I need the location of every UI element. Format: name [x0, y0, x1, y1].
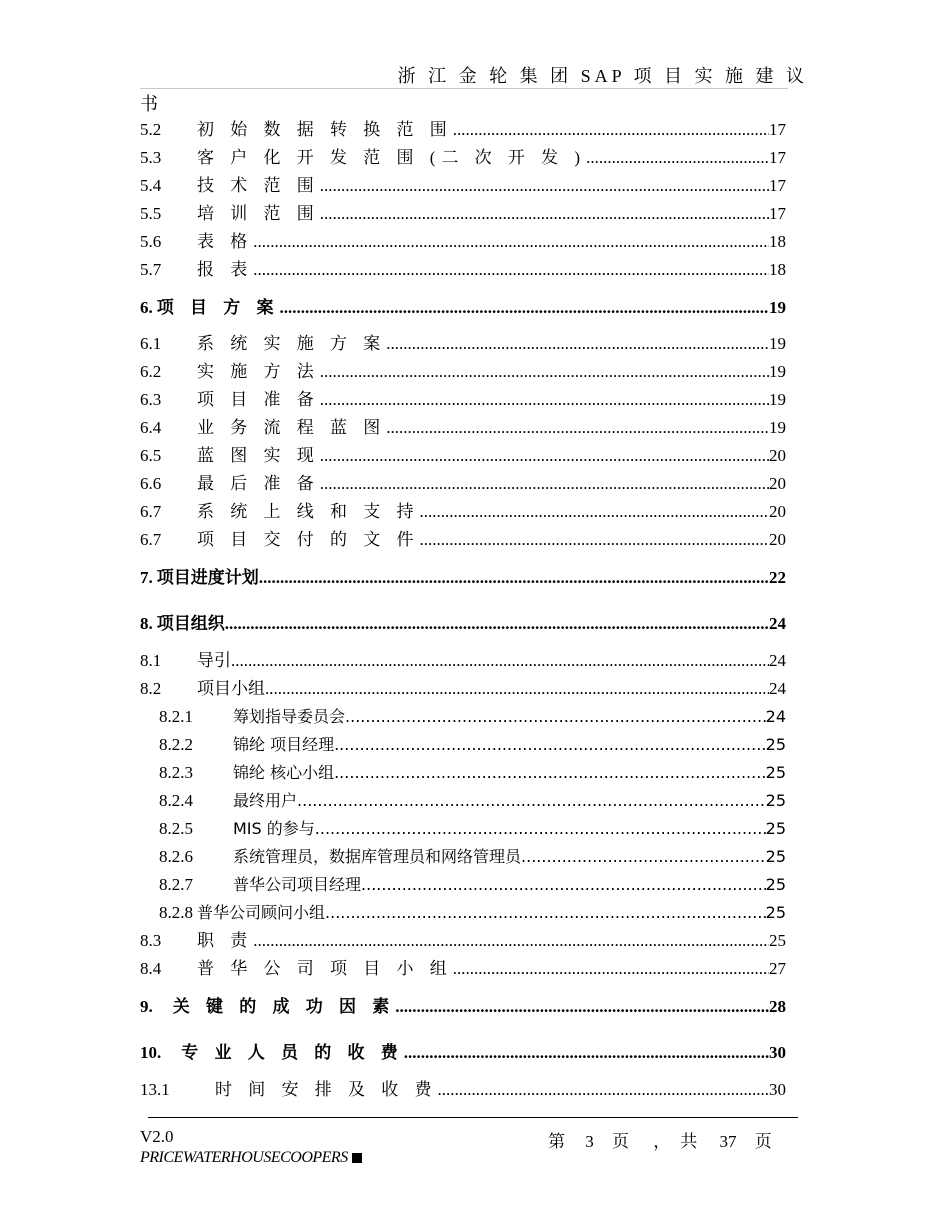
toc-entry[interactable]: [140, 200, 786, 228]
toc-entry-page: 19: [769, 390, 786, 409]
toc-entry-number: 9.: [140, 997, 153, 1016]
toc-entry[interactable]: [140, 675, 786, 703]
toc-entry-page: 25: [765, 819, 786, 838]
toc-entry[interactable]: [140, 955, 786, 983]
toc-entry-page: 24: [765, 707, 786, 726]
toc-subsection-entry[interactable]: [140, 759, 786, 787]
toc-entry-title: 系 统 实 施 方 案: [197, 334, 387, 353]
table-of-contents: [140, 116, 786, 1104]
toc-entry-number: 8.2.5: [159, 819, 193, 838]
toc-entry[interactable]: [140, 386, 786, 414]
toc-entry-number: 6.5: [140, 446, 162, 465]
toc-entry-page: 30: [769, 1043, 786, 1062]
toc-entry[interactable]: [140, 144, 786, 172]
toc-entry-title: 客 户 化 开 发 范 围 (二 次 开 发 ): [197, 148, 587, 167]
toc-entry-number: 6.7: [140, 530, 162, 549]
toc-entry-title: 项目进度计划: [156, 568, 259, 587]
toc-chapter-entry[interactable]: [140, 993, 786, 1021]
dot-leader: [420, 526, 770, 554]
toc-entry-page: 25: [769, 931, 786, 950]
toc-entry-number: 8.2.8: [159, 903, 193, 922]
toc-entry-page: 22: [769, 568, 786, 587]
toc-entry-page: 18: [769, 260, 786, 279]
toc-entry-title: 业 务 流 程 蓝 图: [197, 418, 387, 437]
toc-entry[interactable]: [140, 498, 786, 526]
toc-entry-number: 10.: [140, 1043, 162, 1062]
dot-leader: [521, 843, 766, 871]
toc-entry-title: 关 键 的 成 功 因 素: [172, 997, 396, 1016]
toc-entry-page: 19: [769, 334, 786, 353]
toc-entry-number: 6.3: [140, 390, 162, 409]
page-counter: [548, 1127, 772, 1152]
toc-entry-title: 普华公司顾问小组: [197, 903, 326, 922]
toc-entry-number: 8.2.1: [159, 707, 193, 726]
toc-entry-number: 8.1: [140, 651, 162, 670]
toc-entry-number: 5.7: [140, 260, 162, 279]
toc-entry-title: 普 华 公 司 项 目 小 组: [197, 959, 453, 978]
dot-leader: [334, 759, 766, 787]
toc-entry-number: 8.2: [140, 679, 162, 698]
dot-leader: [386, 414, 769, 442]
toc-entry[interactable]: [140, 116, 786, 144]
toc-entry-title: 职 责: [197, 931, 254, 950]
toc-subsection-entry[interactable]: [140, 703, 786, 731]
toc-entry-page: 28: [769, 997, 786, 1016]
toc-entry-title: 锦纶 项目经理: [233, 735, 335, 754]
toc-entry-number: 5.2: [140, 120, 162, 139]
dot-leader: [280, 294, 770, 322]
dot-leader: [453, 955, 769, 983]
toc-entry-page: 25: [765, 735, 786, 754]
toc-entry-title: 筹划指导委员会: [233, 707, 346, 726]
dot-leader: [253, 256, 769, 284]
page-label-suffix: 页: [754, 1132, 772, 1151]
page-label-mid: 页 ，共: [612, 1132, 708, 1151]
toc-entry-page: 19: [769, 418, 786, 437]
toc-subsection-entry[interactable]: [140, 871, 786, 899]
toc-entry-number: 8.3: [140, 931, 162, 950]
toc-entry-title: 项目小组: [197, 679, 265, 698]
toc-entry[interactable]: [140, 330, 786, 358]
toc-entry-number: 8.2.7: [159, 875, 193, 894]
dot-leader: [395, 993, 769, 1021]
toc-entry-title: 系 统 上 线 和 支 持: [197, 502, 420, 521]
toc-entry-title: 培 训 范 围: [197, 204, 320, 223]
logo-mark-icon: [352, 1153, 362, 1163]
total-page-number: 37: [719, 1132, 737, 1151]
dot-leader: [320, 470, 769, 498]
toc-entry[interactable]: [140, 442, 786, 470]
toc-subsection-entry[interactable]: [140, 843, 786, 871]
pwc-logo: [140, 1149, 362, 1167]
toc-entry-page: 17: [769, 204, 786, 223]
toc-entry-number: 7.: [140, 568, 153, 587]
dot-leader: [231, 647, 769, 675]
toc-entry-page: 19: [769, 298, 786, 317]
toc-entry-page: 30: [769, 1080, 786, 1099]
toc-entry-title: 表 格: [197, 232, 254, 251]
header-divider: [140, 88, 788, 89]
toc-chapter-entry[interactable]: [140, 1039, 786, 1067]
toc-entry-number: 6.4: [140, 418, 162, 437]
toc-entry[interactable]: [140, 256, 786, 284]
dot-leader: [345, 703, 766, 731]
dot-leader: [334, 731, 766, 759]
toc-subsection-entry[interactable]: [140, 899, 786, 927]
toc-entry-title: 普华公司项目经理: [233, 875, 362, 894]
toc-entry-page: 24: [769, 651, 786, 670]
current-page-number: 3: [585, 1132, 594, 1151]
toc-entry-title: 报 表: [197, 260, 254, 279]
toc-entry-number: 6.: [140, 298, 153, 317]
toc-entry-title: 初 始 数 据 转 换 范 围: [197, 120, 453, 139]
toc-entry-number: 8.2.4: [159, 791, 193, 810]
toc-entry-title: 锦纶 核心小组: [233, 763, 335, 782]
toc-entry-title: 最终用户: [233, 791, 298, 810]
toc-entry[interactable]: [140, 647, 786, 675]
dot-leader: [297, 787, 766, 815]
toc-entry-page: 25: [765, 875, 786, 894]
toc-entry-number: 6.1: [140, 334, 162, 353]
toc-entry-number: 13.1: [140, 1080, 170, 1099]
toc-entry-page: 19: [769, 362, 786, 381]
dot-leader: [438, 1076, 770, 1104]
dot-leader: [320, 172, 769, 200]
toc-entry-page: 20: [769, 446, 786, 465]
toc-entry[interactable]: [140, 228, 786, 256]
toc-chapter-entry[interactable]: [140, 294, 786, 322]
toc-entry-title: 项 目 交 付 的 文 件: [197, 530, 420, 549]
dot-leader: [325, 899, 766, 927]
toc-entry-page: 27: [769, 959, 786, 978]
toc-chapter-entry[interactable]: [140, 564, 786, 592]
dot-leader: [361, 871, 766, 899]
dot-leader: [320, 386, 769, 414]
document-header-title-wrap: 书: [140, 94, 158, 114]
toc-entry-page: 17: [769, 120, 786, 139]
toc-entry[interactable]: [140, 526, 786, 554]
dot-leader: [265, 675, 769, 703]
toc-entry-number: 8.2.3: [159, 763, 193, 782]
toc-entry-page: 25: [765, 763, 786, 782]
toc-entry-page: 20: [769, 530, 786, 549]
toc-entry-number: 6.2: [140, 362, 162, 381]
toc-entry[interactable]: [140, 414, 786, 442]
dot-leader: [259, 564, 769, 592]
toc-chapter-entry[interactable]: [140, 610, 786, 638]
document-header-title: 浙 江 金 轮 集 团 SAP 项 目 实 施 建 议: [397, 66, 808, 86]
toc-entry-page: 17: [769, 176, 786, 195]
toc-entry-number: 5.4: [140, 176, 162, 195]
toc-entry[interactable]: [140, 358, 786, 386]
dot-leader: [253, 927, 769, 955]
dot-leader: [386, 330, 769, 358]
toc-entry-number: 5.6: [140, 232, 162, 251]
logo-wordmark: PRICEWATERHOUSECOOPERS: [140, 1149, 348, 1166]
dot-leader: [315, 815, 766, 843]
toc-entry-title: 最 后 准 备: [197, 474, 320, 493]
toc-entry-number: 8.4: [140, 959, 162, 978]
toc-entry-page: 24: [769, 614, 786, 633]
footer-divider: [148, 1117, 798, 1118]
document-version: V2.0: [140, 1127, 174, 1146]
dot-leader: [420, 498, 770, 526]
toc-entry-title: 项 目 方 案: [156, 298, 280, 317]
toc-entry[interactable]: [140, 172, 786, 200]
toc-entry-page: 25: [765, 903, 786, 922]
toc-entry-number: 6.7: [140, 502, 162, 521]
toc-entry[interactable]: [140, 1076, 786, 1104]
toc-subsection-entry[interactable]: [140, 787, 786, 815]
toc-entry-page: 24: [769, 679, 786, 698]
toc-entry-title: 时 间 安 排 及 收 费: [215, 1080, 438, 1099]
dot-leader: [225, 610, 769, 638]
toc-entry-page: 25: [765, 847, 786, 866]
toc-entry[interactable]: [140, 927, 786, 955]
dot-leader: [320, 200, 769, 228]
page-label-prefix: 第: [548, 1132, 565, 1151]
dot-leader: [320, 442, 769, 470]
toc-entry-title: 专 业 人 员 的 收 费: [181, 1043, 404, 1062]
toc-entry[interactable]: [140, 470, 786, 498]
toc-entry-title: 技 术 范 围: [197, 176, 320, 195]
toc-entry-title: 项目组织: [156, 614, 225, 633]
toc-entry-number: 8.2.6: [159, 847, 193, 866]
toc-entry-number: 5.3: [140, 148, 162, 167]
toc-entry-page: 25: [765, 791, 786, 810]
toc-entry-title: 蓝 图 实 现: [197, 446, 320, 465]
dot-leader: [453, 116, 769, 144]
toc-entry-title: 项 目 准 备: [197, 390, 320, 409]
toc-entry-page: 17: [769, 148, 786, 167]
dot-leader: [320, 358, 769, 386]
toc-entry-number: 8.: [140, 614, 153, 633]
toc-entry-page: 20: [769, 502, 786, 521]
dot-leader: [586, 144, 769, 172]
toc-subsection-entry[interactable]: [140, 731, 786, 759]
dot-leader: [404, 1039, 769, 1067]
toc-entry-title: 系统管理员，数据库管理员和网络管理员: [233, 847, 522, 866]
toc-entry-number: 8.2.2: [159, 735, 193, 754]
toc-entry-title: MIS 的参与: [233, 819, 315, 838]
toc-entry-number: 6.6: [140, 474, 162, 493]
toc-subsection-entry[interactable]: [140, 815, 786, 843]
dot-leader: [253, 228, 769, 256]
toc-entry-title: 实 施 方 法: [197, 362, 320, 381]
toc-entry-page: 18: [769, 232, 786, 251]
toc-entry-page: 20: [769, 474, 786, 493]
toc-entry-title: 导引: [197, 651, 231, 670]
toc-entry-number: 5.5: [140, 204, 162, 223]
